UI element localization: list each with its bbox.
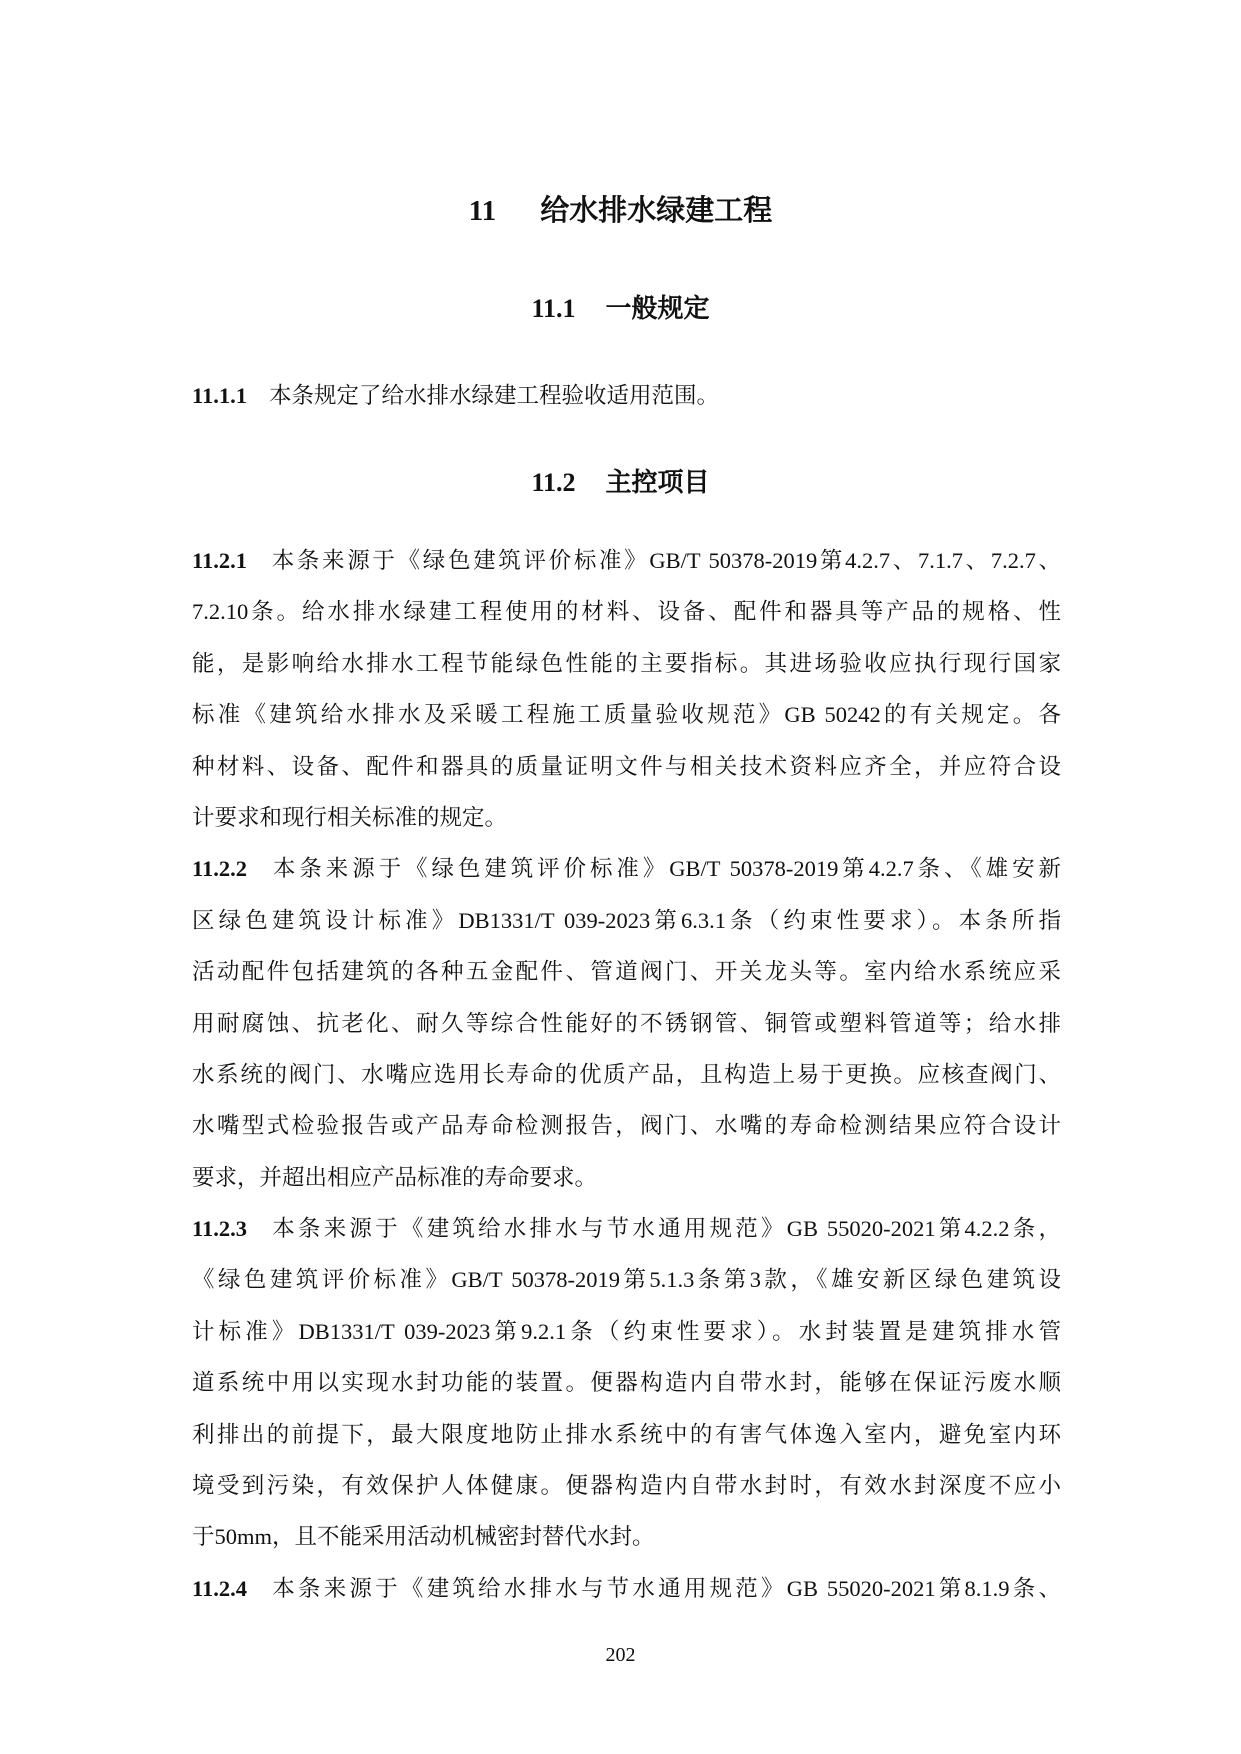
text-line	[192, 741, 1061, 792]
clause-11-1-1	[192, 378, 1061, 410]
clause-number: 11.2.3	[192, 1216, 248, 1242]
clause-text: 本条来源于《建筑给水排水与节水通用规范》GB 55020-2021第4.2.2条，	[269, 1216, 1061, 1242]
section-title: 主控项目	[605, 468, 710, 497]
text-line	[192, 1357, 1061, 1408]
clause-11-2-2	[192, 843, 1061, 1203]
chapter-number: 11	[468, 195, 497, 227]
clause-11-2-4	[192, 1563, 1061, 1614]
clause-text: 于50mm，且不能采用活动机械密封替代水封。	[192, 1524, 655, 1550]
section-heading-11-1	[0, 288, 1241, 325]
text-line	[192, 1152, 1061, 1203]
text-line	[192, 792, 1061, 843]
clause-text: 活动配件包括建筑的各种五金配件、管道阀门、开关龙头等。室内给水系统应采	[192, 959, 1061, 985]
clause-text: 计要求和现行相关标准的规定。	[192, 804, 508, 830]
clause-text: 用耐腐蚀、抗老化、耐久等综合性能好的不锈钢管、铜管或塑料管道等；给水排	[192, 1010, 1061, 1036]
text-line	[192, 946, 1061, 997]
clause-number: 11.2.2	[192, 856, 248, 882]
clause-text: 利排出的前提下，最大限度地防止排水系统中的有害气体逸入室内，避免室内环	[192, 1421, 1061, 1447]
section-number: 11.2	[531, 468, 576, 497]
main-control-clauses	[192, 535, 1061, 1614]
clause-text: 水嘴型式检验报告或产品寿命检测报告，阀门、水嘴的寿命检测结果应符合设计	[192, 1113, 1061, 1139]
clause-text: 本条来源于《建筑给水排水与节水通用规范》GB 55020-2021第8.1.9条、	[269, 1575, 1061, 1601]
section-number: 11.1	[531, 294, 576, 323]
chapter-title-text: 给水排水绿建工程	[540, 195, 773, 227]
text-line	[192, 1306, 1061, 1357]
text-line	[192, 1100, 1061, 1151]
page-number: 202	[605, 1644, 636, 1666]
text-line	[192, 1563, 1061, 1614]
clause-text: 境受到污染，有效保护人体健康。便器构造内自带水封时，有效水封深度不应小	[192, 1473, 1061, 1499]
clause-number: 11.1.1	[192, 383, 248, 408]
clause-text: 能，是影响给水排水工程节能绿色性能的主要指标。其进场验收应执行现行国家	[192, 650, 1061, 676]
clause-number: 11.2.4	[192, 1575, 248, 1601]
text-line	[192, 689, 1061, 740]
text-line	[192, 1460, 1061, 1511]
clause-11-2-3	[192, 1203, 1061, 1563]
clause-number: 11.2.1	[192, 548, 248, 573]
clause-text: 种材料、设备、配件和器具的质量证明文件与相关技术资料应齐全，并应符合设	[192, 753, 1061, 779]
clause-text: 《绿色建筑评价标准》GB/T 50378-2019第5.1.3条第3款，《雄安新区绿色建筑设	[192, 1267, 1061, 1293]
text-line	[192, 998, 1061, 1049]
clause-text: 本条来源于《绿色建筑评价标准》GB/T 50378-2019第4.2.7条、《雄安新	[269, 856, 1061, 882]
clause-text: 计标准》DB1331/T 039-2023第9.2.1条（约束性要求）。水封装置是建筑排水管	[192, 1318, 1061, 1344]
clause-text: 本条来源于《绿色建筑评价标准》GB/T 50378-2019第4.2.7、7.1.7、7.2.7、	[269, 548, 1061, 573]
text-line	[192, 1203, 1061, 1254]
text-line	[192, 1254, 1061, 1305]
text-line	[192, 1409, 1061, 1460]
text-line	[192, 895, 1061, 946]
text-line	[192, 535, 1061, 586]
text-line	[192, 1511, 1061, 1562]
text-line	[192, 1049, 1061, 1100]
clause-text: 本条规定了给水排水绿建工程验收适用范围。	[269, 383, 720, 408]
clause-text: 水系统的阀门、水嘴应选用长寿命的优质产品，且构造上易于更换。应核查阀门、	[192, 1061, 1061, 1087]
section-title: 一般规定	[605, 294, 710, 323]
text-line	[192, 638, 1061, 689]
clause-text: 道系统中用以实现水封功能的装置。便器构造内自带水封，能够在保证污废水顺	[192, 1370, 1061, 1396]
text-line	[192, 586, 1061, 637]
text-line	[192, 843, 1061, 894]
clause-11-2-1	[192, 535, 1061, 843]
clause-text: 要求，并超出相应产品标准的寿命要求。	[192, 1164, 598, 1190]
clause-text: 区绿色建筑设计标准》DB1331/T 039-2023第6.3.1条（约束性要求）。本条所指	[192, 907, 1061, 933]
clause-text: 7.2.10条。给水排水绿建工程使用的材料、设备、配件和器具等产品的规格、性	[192, 599, 1061, 625]
chapter-title	[0, 188, 1241, 229]
section-heading-11-2	[0, 462, 1241, 499]
clause-text: 标准《建筑给水排水及采暖工程施工质量验收规范》GB 50242的有关规定。各	[192, 702, 1061, 728]
